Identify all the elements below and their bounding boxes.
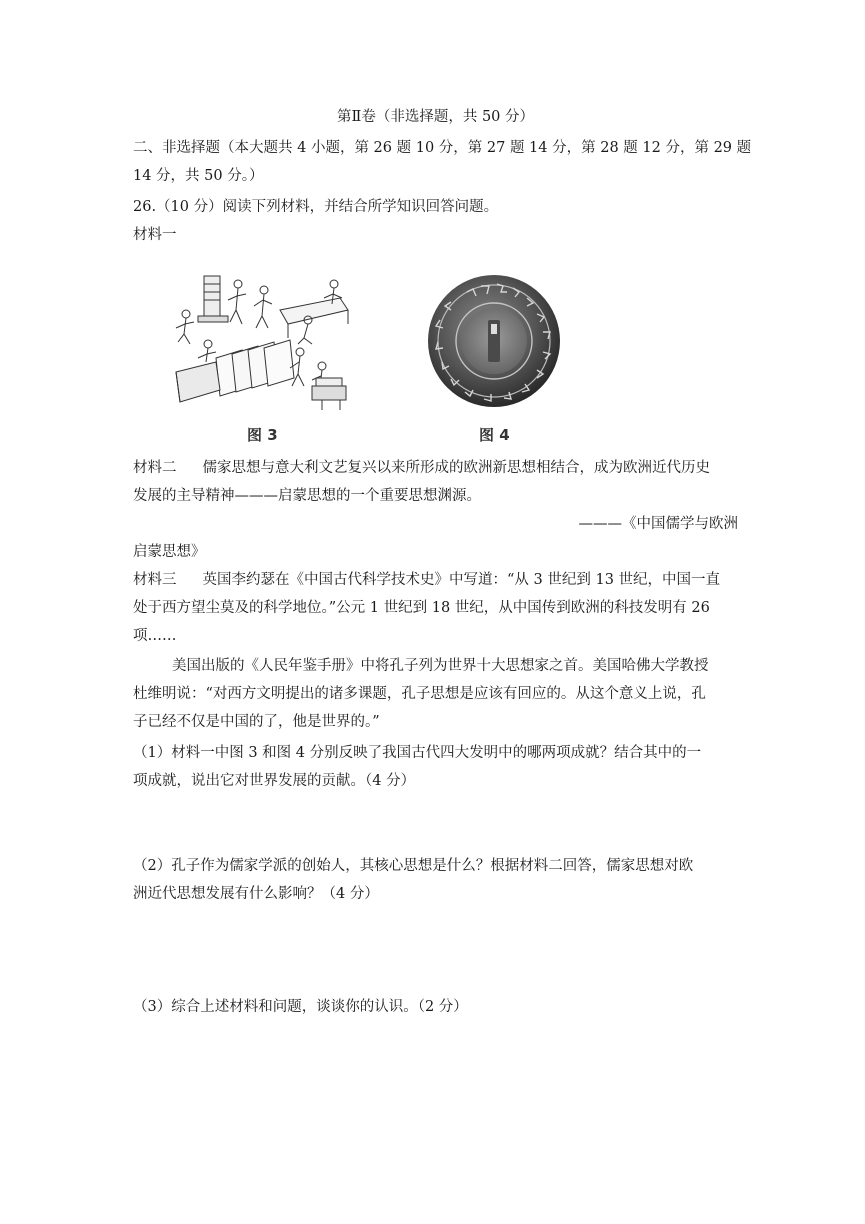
material-3-label: 材料三 xyxy=(133,572,177,588)
material-2-text-2: 发展的主导精神———启蒙思想的一个重要思想渊源。 xyxy=(133,488,481,504)
question-26-stem: 26.（10 分）阅读下列材料，并结合所学知识回答问题。 xyxy=(133,199,499,215)
material-2-text-1: 儒家思想与意大利文艺复兴以来所形成的欧洲新思想相结合，成为欧洲近代历史 xyxy=(202,460,710,476)
material-2-label: 材料二 xyxy=(133,460,177,476)
question-1-line-1: （1）材料一中图 3 和图 4 分别反映了我国古代四大发明中的哪两项成就？结合其中的一 xyxy=(133,745,702,761)
material-3-line-1 xyxy=(133,570,738,590)
material-3-para2-line-2: 杜维明说：“对西方文明提出的诸多课题，孔子思想是应该有回应的。从这个意义上说，孔 xyxy=(133,686,706,702)
material-3-para2-line-3: 子已经不仅是中国的了，他是世界的。” xyxy=(133,714,380,730)
material-3-text-3: 项…… xyxy=(133,628,177,644)
question-3-line-1: （3）综合上述材料和问题，谈谈你的认识。（2 分） xyxy=(133,999,468,1015)
material-1-label: 材料一 xyxy=(133,227,177,243)
material-3-text-2: 处于西方望尘莫及的科学地位。”公元 1 世纪到 18 世纪，从中国传到欧洲的科技发明有 26 xyxy=(133,600,710,616)
material-2-source-cont: 启蒙思想》 xyxy=(133,544,206,560)
question-2-line-1: （2）孔子作为儒家学派的创始人，其核心思想是什么？根据材料二回答，儒家思想对欧 xyxy=(133,858,694,874)
material-2-line-1 xyxy=(133,458,738,478)
material-3-para2-line-1: 美国出版的《人民年鉴手册》中将孔子列为世界十大思想家之首。美国哈佛大学教授 xyxy=(172,658,709,674)
material-3-text-1: 英国李约瑟在《中国古代科学技术史》中写道：“从 3 世纪到 13 世纪，中国一直 xyxy=(202,572,721,588)
material-2-source: ———《中国儒学与欧洲 xyxy=(578,516,738,532)
figure-3-papermaking xyxy=(172,270,352,415)
figure-3-caption: 图 3 xyxy=(247,426,278,444)
question-1-line-2: 项成就，说出它对世界发展的贡献。（4 分） xyxy=(133,773,416,789)
figure-4-caption: 图 4 xyxy=(479,426,510,444)
figure-4-seal xyxy=(427,268,561,414)
papermaking-illustration xyxy=(172,270,352,415)
bronze-seal-illustration xyxy=(427,268,561,414)
instructions-line-2: 14 分，共 50 分。） xyxy=(133,168,264,184)
question-2-line-2: 洲近代思想发展有什么影响？（4 分） xyxy=(133,886,379,902)
instructions-line-1: 二、非选择题（本大题共 4 小题，第 26 题 10 分，第 27 题 14 分，第 28 题 12 分，第 29 题 xyxy=(133,140,752,156)
section-title: 第Ⅱ卷（非选择题，共 50 分） xyxy=(336,109,535,125)
